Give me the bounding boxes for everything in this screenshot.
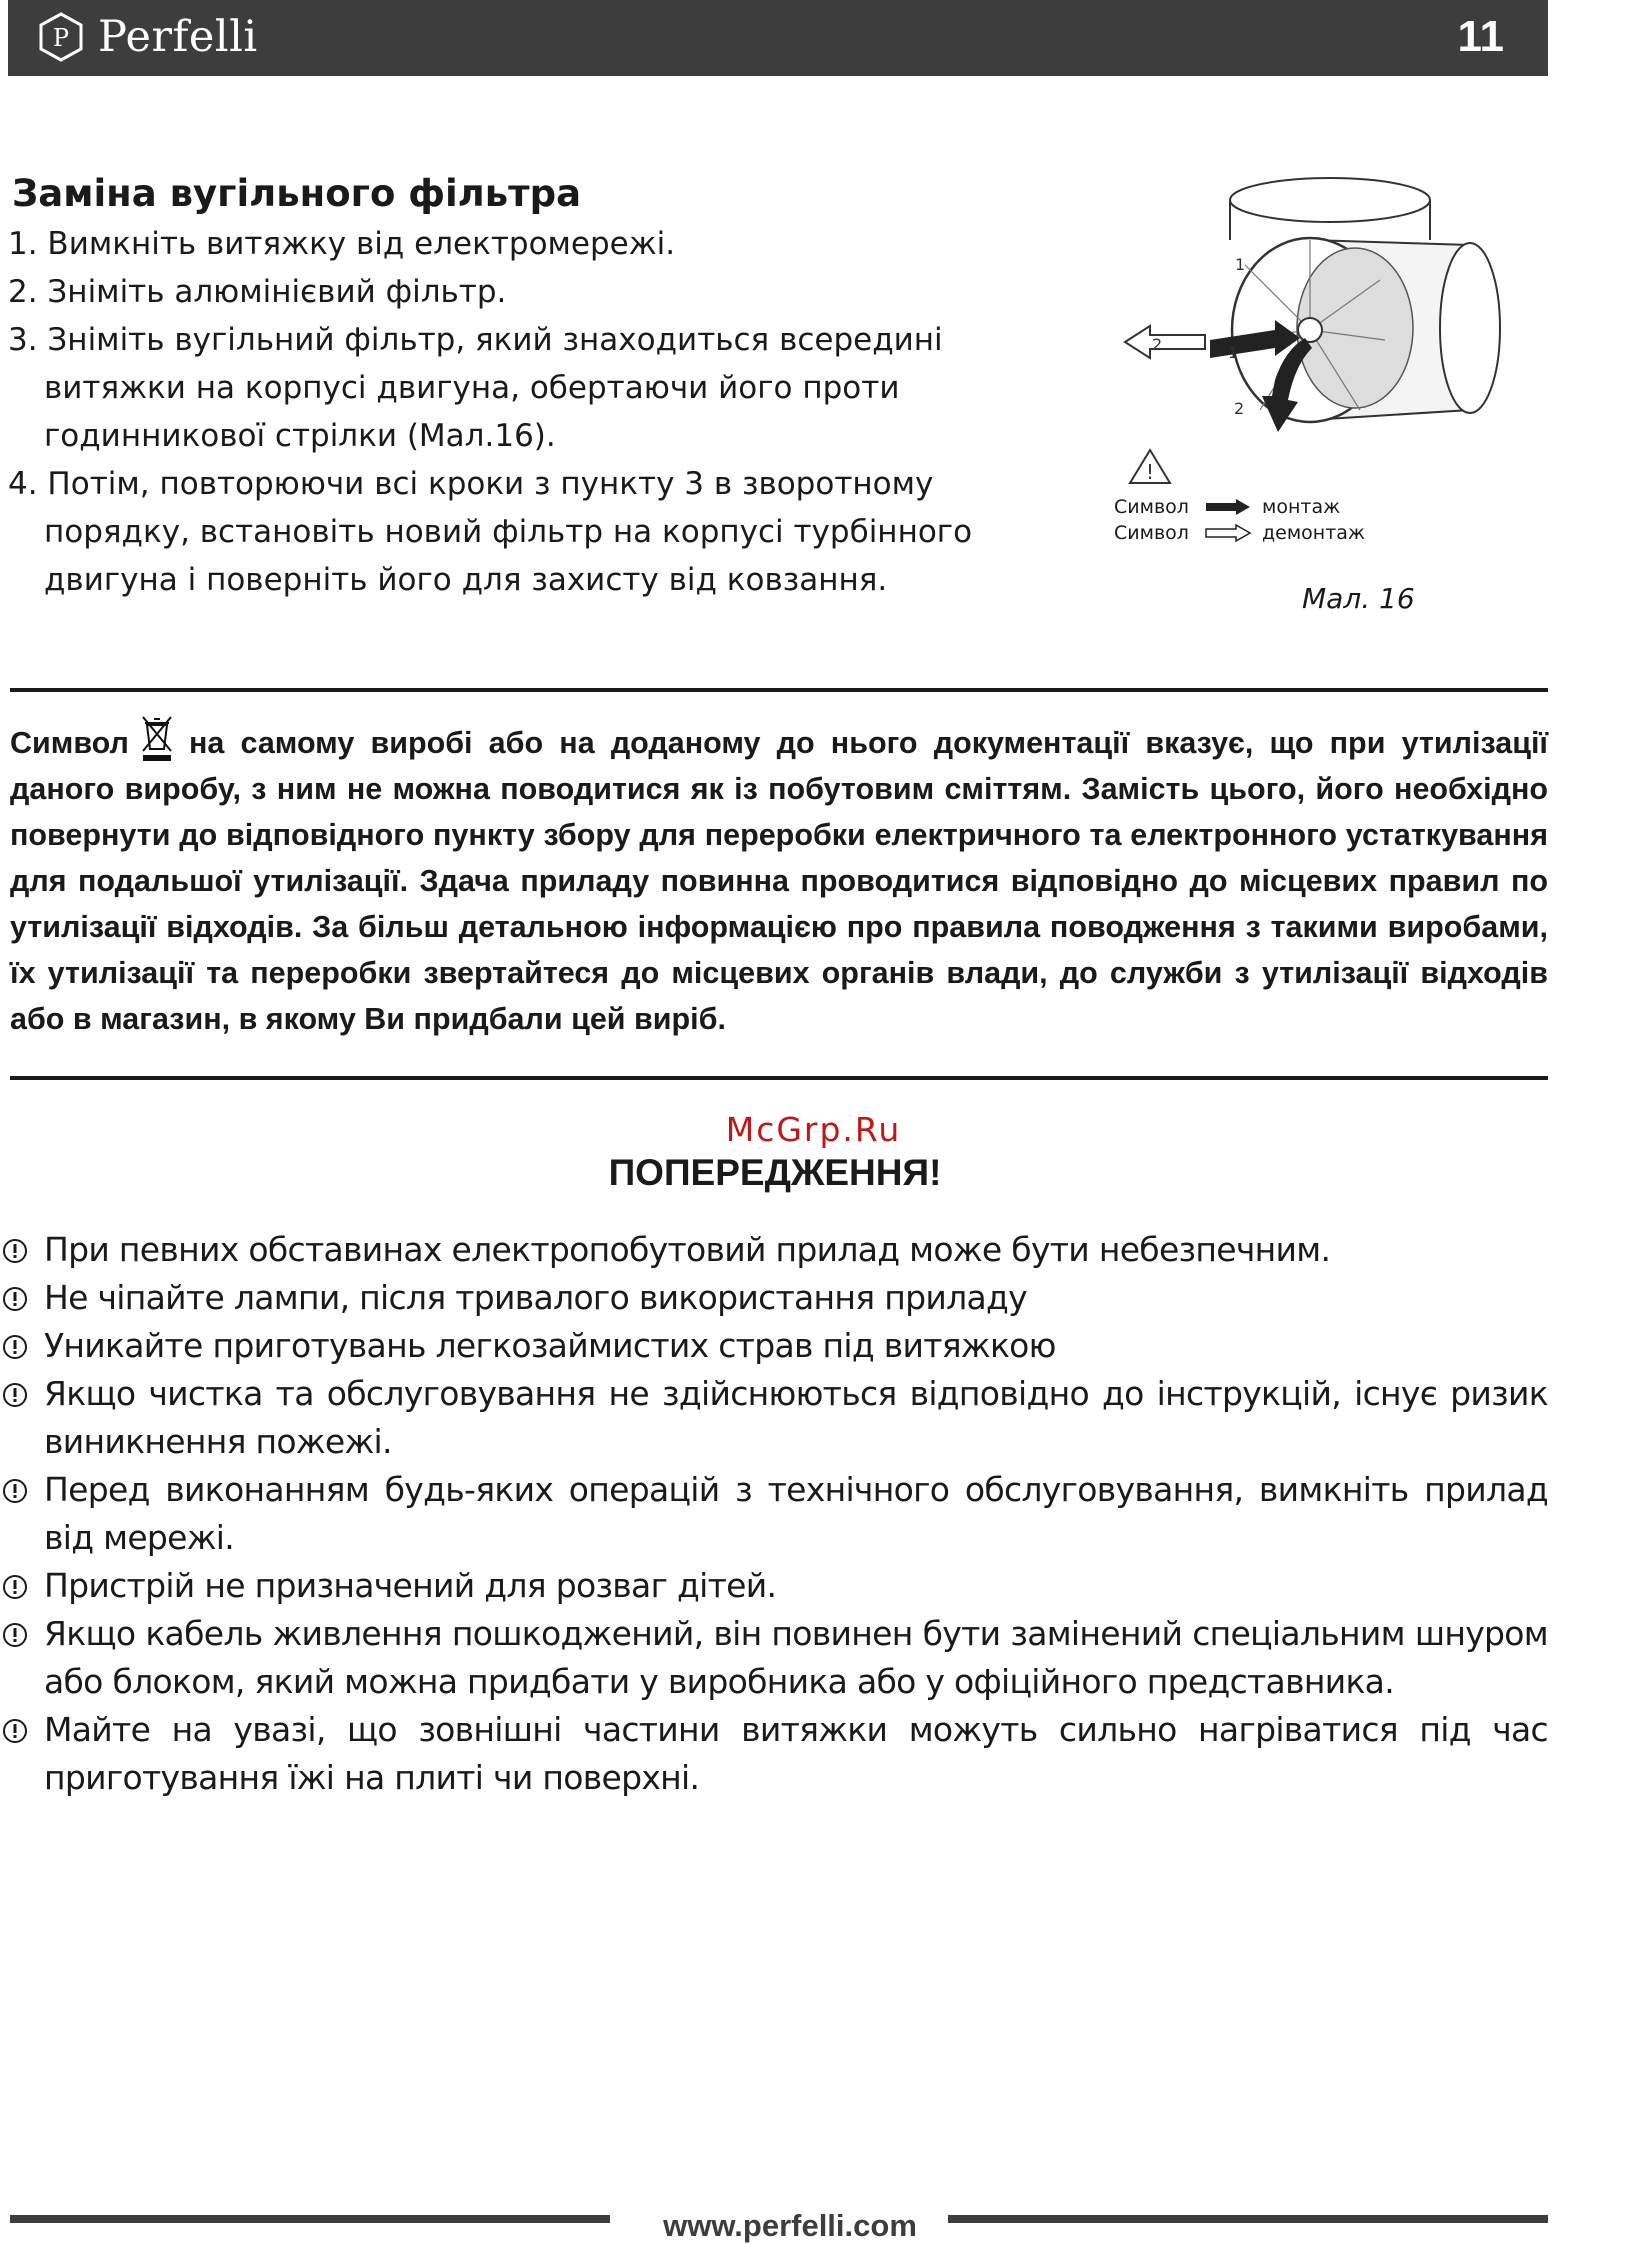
step-item: 2. Зніміть алюмінієвий фільтр.	[8, 274, 507, 310]
legend-meaning: монтаж	[1262, 496, 1341, 518]
exclamation-circle-icon	[2, 1718, 28, 1744]
exclamation-circle-icon	[2, 1334, 28, 1360]
watermark: McGrp.Ru	[725, 1110, 902, 1149]
svg-text:2: 2	[1234, 399, 1245, 418]
warnings-list	[0, 1226, 1548, 1802]
warning-item: Якщо чистка та обслуговування не здійснюються відповідно до інструкцій, існує ризик виникнення пожежі.	[0, 1370, 1548, 1466]
svg-text:P: P	[52, 24, 70, 52]
exclamation-circle-icon	[2, 1574, 28, 1600]
legend-meaning: демонтаж	[1262, 522, 1366, 544]
legend-install	[1114, 496, 1340, 518]
warning-item: При певних обставинах електропобутовий прилад може бути небезпечним.	[0, 1226, 1548, 1274]
brand-name: Perfelli	[98, 12, 258, 62]
legend-label: Символ	[1114, 496, 1189, 518]
warning-item: Якщо кабель живлення пошкоджений, він повинен бути замінений спеціальним шнуром або блоком, який можна придбати у виробника або у офіційного представника.	[0, 1610, 1548, 1706]
footer-url: www.perfelli.com	[663, 2208, 917, 2243]
exclamation-circle-icon	[2, 1622, 28, 1648]
svg-text:1: 1	[1235, 255, 1246, 274]
disposal-prefix: Символ	[10, 726, 129, 760]
step-item: 1. Вимкніть витяжку від електромережі.	[8, 226, 676, 262]
disposal-notice	[10, 720, 1548, 1042]
svg-text:1: 1	[1228, 343, 1239, 362]
footer-line-right	[948, 2215, 1548, 2223]
step-item: 4. Потім, повторюючи всі кроки з пункту 3 в зворотному порядку, встановіть новий фільтр на корпусі турбінного двигуна і поверніть його для захисту від ковзання.	[8, 466, 973, 598]
divider	[10, 688, 1548, 692]
page-number: 11	[1457, 12, 1504, 61]
divider	[10, 1076, 1548, 1080]
step-item: 3. Зніміть вугільний фільтр, який знаходиться всередині витяжки на корпусі двигуна, обертаючи його проти годинникової стрілки (Мал.16).	[8, 322, 943, 454]
warning-item: Майте на увазі, що зовнішні частини витяжки можуть сильно нагріватися під час приготування їжі на плиті чи поверхні.	[0, 1706, 1548, 1802]
motor-filter-figure	[1110, 170, 1540, 620]
steps-list	[8, 220, 1048, 604]
outline-arrow-icon	[1204, 524, 1252, 542]
brand-logo	[36, 12, 258, 62]
exclamation-circle-icon	[2, 1478, 28, 1504]
exclamation-circle-icon	[2, 1382, 28, 1408]
filled-arrow-icon	[1204, 498, 1252, 516]
figure-caption: Мал. 16	[1302, 582, 1415, 615]
disposal-text: на самому виробі або на доданому до нього документації вказує, що при утилізації даного виробу, з ним не можна поводитися як із побутовим сміттям. Замість цього, його необхідно повернути до відповідного пункту збору для переробки електричного та електронного устаткування для подальшої утилізації. Здача приладу повинна проводитися відповідно до місцевих правил по утилізації відходів. За більш детальною інформацією про правила поводження з такими виробами, їх утилізації та переробки звертайтеся до місцевих органів влади, до служби з утилізації відходів або в магазин, в якому Ви придбали цей виріб.	[10, 726, 1548, 1036]
exclamation-circle-icon	[2, 1238, 28, 1264]
perfelli-logo-icon	[36, 12, 86, 62]
legend-remove	[1114, 522, 1365, 544]
crossed-bin-icon	[139, 713, 175, 763]
page-header	[8, 0, 1548, 76]
warning-item: Не чіпайте лампи, після тривалого використання приладу	[0, 1274, 1548, 1322]
warning-item: Перед виконанням будь-яких операцій з технічного обслуговування, вимкніть прилад від мережі.	[0, 1466, 1548, 1562]
legend-label: Символ	[1114, 522, 1189, 544]
section-title: Заміна вугільного фільтра	[12, 172, 582, 215]
exclamation-circle-icon	[2, 1286, 28, 1312]
warning-item: Пристрій не призначений для розваг дітей.	[0, 1562, 1548, 1610]
svg-text:2: 2	[1152, 335, 1163, 354]
footer-line-left	[10, 2215, 610, 2223]
warning-item: Уникайте приготувань легкозаймистих страв під витяжкою	[0, 1322, 1548, 1370]
warnings-title: ПОПЕРЕДЖЕННЯ!	[608, 1152, 942, 1193]
svg-text:!: !	[1145, 460, 1155, 484]
